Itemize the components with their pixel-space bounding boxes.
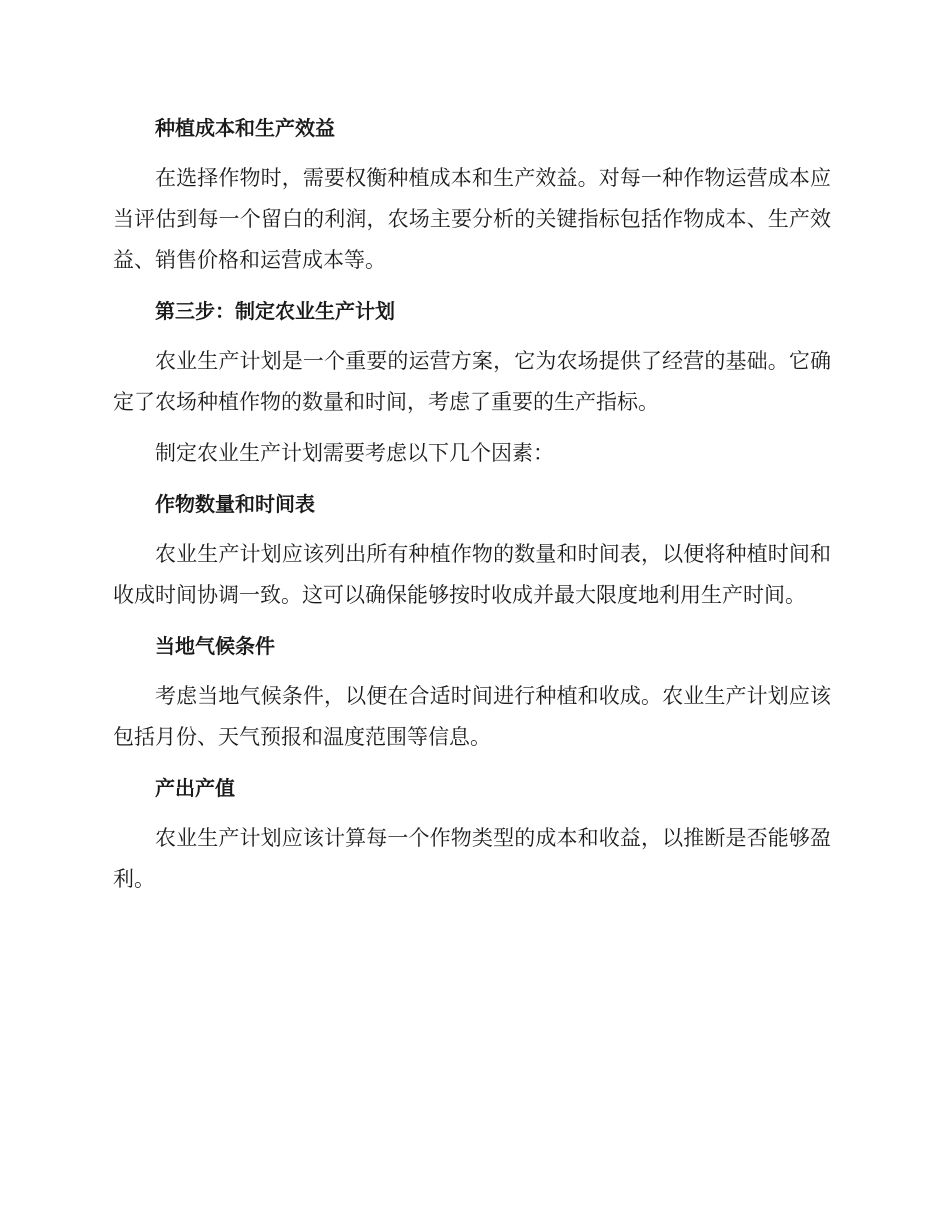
section-heading-local-climate: 当地气候条件 [155,634,275,658]
section-heading-output-value: 产出产值 [155,776,235,800]
paragraph-planting-cost: 在选择作物时，需要权衡种植成本和生产效益。对每一种作物运营成本应当评估到每一个留白的利润，农场主要分析的关键指标包括作物成本、生产效益、销售价格和运营成本等。 [113,166,831,272]
paragraph-factors-intro: 制定农业生产计划需要考虑以下几个因素： [155,441,554,465]
paragraph-production-plan: 农业生产计划是一个重要的运营方案，它为农场提供了经营的基础。它确定了农场种植作物的数量和时间，考虑了重要的生产指标。 [113,349,831,414]
document-page [113,108,831,910]
paragraph-local-climate: 考虑当地气候条件，以便在合适时间进行种植和收成。农业生产计划应该包括月份、天气预报和温度范围等信息。 [113,684,831,749]
paragraph-output-value: 农业生产计划应该计算每一个作物类型的成本和收益，以推断是否能够盈利。 [113,826,831,891]
section-heading-step-three: 第三步：制定农业生产计划 [155,299,395,323]
section-heading-planting-cost: 种植成本和生产效益 [155,116,335,140]
paragraph-crop-quantity: 农业生产计划应该列出所有种植作物的数量和时间表，以便将种植时间和收成时间协调一致。这可以确保能够按时收成并最大限度地利用生产时间。 [113,542,831,607]
section-heading-crop-quantity: 作物数量和时间表 [155,492,315,516]
